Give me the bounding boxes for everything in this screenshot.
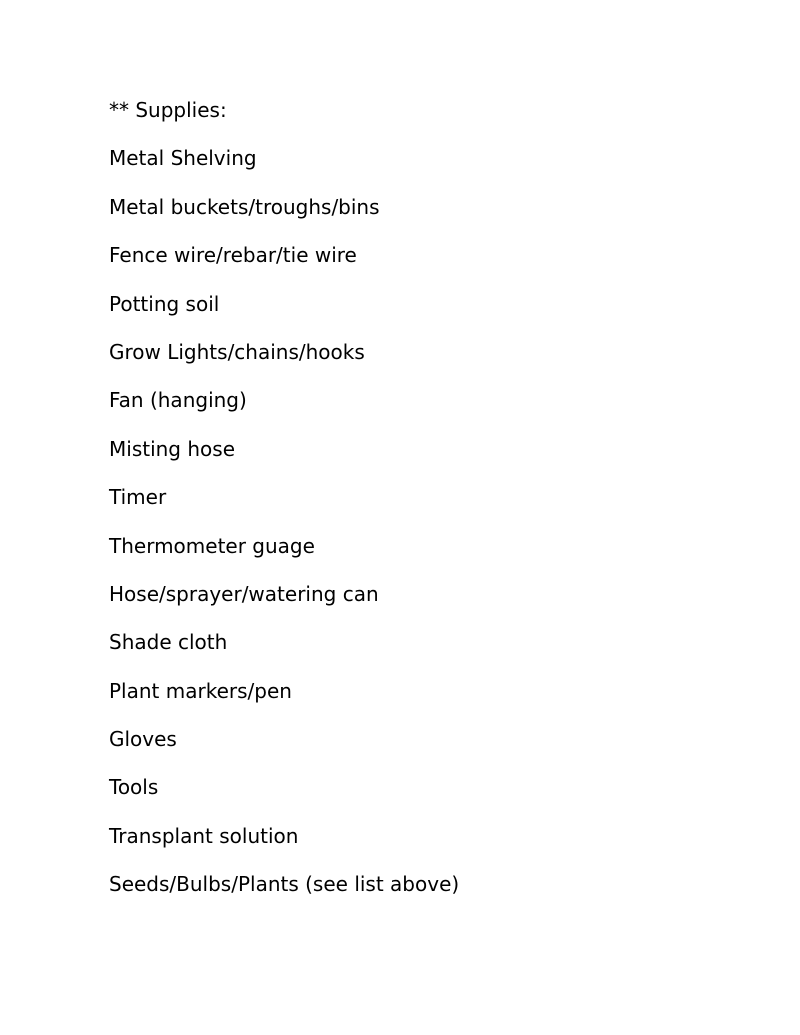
supply-item-hose-sprayer: Hose/sprayer/watering can (109, 581, 379, 606)
supply-item-metal-shelving: Metal Shelving (109, 146, 257, 171)
supply-item-grow-lights: Grow Lights/chains/hooks (109, 339, 365, 364)
supply-item-potting-soil: Potting soil (109, 291, 220, 316)
supply-item-thermometer: Thermometer guage (109, 533, 315, 558)
supply-item-plant-markers: Plant markers/pen (109, 678, 292, 703)
supply-item-fence-wire: Fence wire/rebar/tie wire (109, 243, 357, 268)
supply-item-seeds-bulbs-plants: Seeds/Bulbs/Plants (see list above) (109, 872, 460, 897)
supplies-section (109, 94, 729, 917)
supply-item-fan: Fan (hanging) (109, 388, 247, 413)
supply-item-gloves: Gloves (109, 727, 177, 752)
supply-item-timer: Timer (109, 485, 167, 510)
supply-item-transplant-solution: Transplant solution (109, 823, 299, 848)
supply-item-shade-cloth: Shade cloth (109, 630, 228, 655)
supplies-list (109, 142, 729, 900)
supply-item-misting-hose: Misting hose (109, 436, 235, 461)
supply-item-tools: Tools (109, 775, 159, 800)
supplies-heading: ** Supplies: (109, 98, 227, 122)
supply-item-metal-buckets: Metal buckets/troughs/bins (109, 194, 380, 219)
